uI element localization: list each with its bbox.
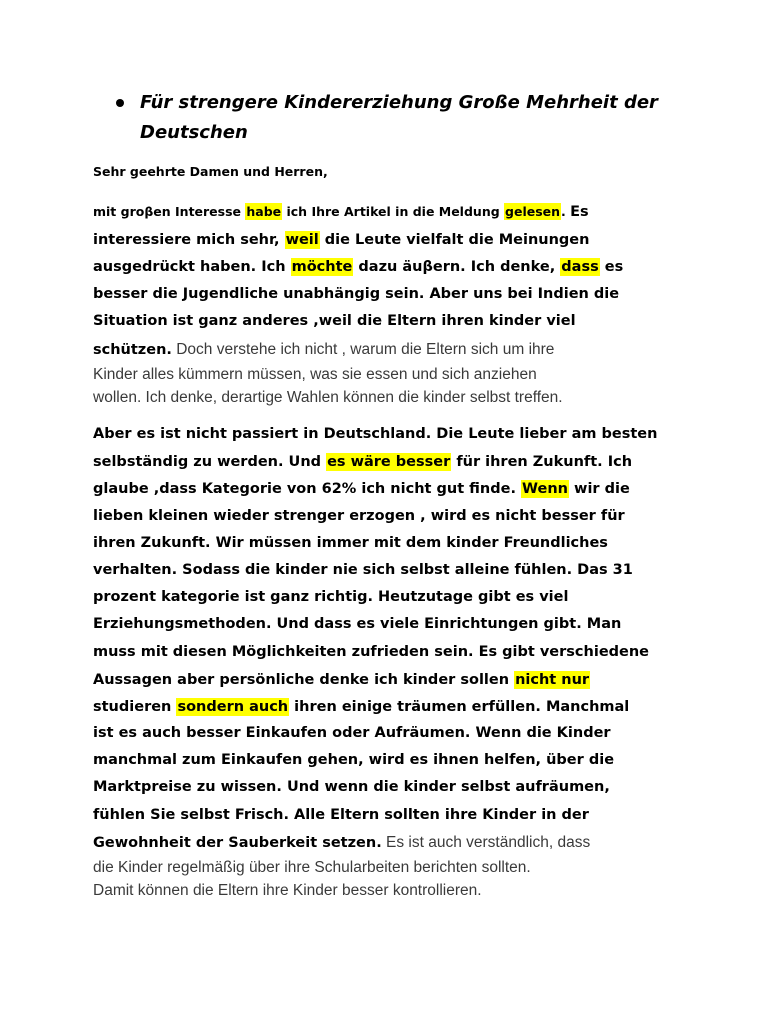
text-run: glaube ,dass Kategorie von 62% ich nicht gut finde. [93,481,522,498]
highlighted-text: weil [285,231,319,248]
text-run: wir die [569,481,630,498]
text-line: Situation ist ganz anderes ,weil die Eltern ihren kinder viel [93,313,576,329]
text-run: ausgedrückt haben. Ich [93,259,291,275]
text-line: fühlen Sie selbst Frisch. Alle Eltern sollten ihre Kinder in der [93,806,589,823]
text-run: ich Ihre Artikel in die Meldung [282,204,505,219]
highlighted-text: es wäre besser [327,454,451,471]
text-run: schützen. [93,341,172,358]
text-line [93,829,693,856]
text-run: dazu äuβern. Ich denke, [353,259,561,275]
text-line: prozent kategorie ist ganz richtig. Heutzutage gibt es viel [93,589,569,606]
highlighted-text: habe [246,204,282,219]
text-run: studieren [93,698,177,715]
text-line: Marktpreise zu wissen. Und wenn die kinder selbst aufräumen, [93,779,610,796]
text-run: Doch verstehe ich nicht , warum die Eltern sich um ihre [171,340,555,358]
text-line: besser die Jugendliche unabhängig sein. Aber uns bei Indien die [93,285,620,302]
text-run: mit groβen Interesse [93,204,246,219]
text-line [93,666,693,693]
text-line [93,253,693,281]
highlighted-text: möchte [291,259,353,275]
highlighted-text: nicht nur [515,671,590,688]
text-line: die Kinder regelmäßig über ihre Schularbeiten berichten sollten. [93,859,531,876]
text-run: interessiere mich sehr, [93,231,285,248]
text-run: ihren einige träumen erfüllen. Manchmal [289,698,630,715]
paragraph-1 [93,198,693,409]
text-run: Es [570,204,589,220]
text-line: manchmal zum Einkaufen gehen, wird es ihnen helfen, über die [93,752,615,769]
text-run: für ihren Zukunft. Ich [451,454,633,471]
text-line: Damit können die Eltern ihre Kinder besser kontrollieren. [93,882,482,899]
text-line [93,226,693,254]
text-run: selbständig zu werden. Und [93,454,327,471]
text-run: die Leute vielfalt die Meinungen [319,231,590,248]
highlighted-text: dass [561,259,599,275]
highlighted-text: Wenn [522,481,568,498]
text-line [93,448,693,475]
heading-line-2: Deutschen [140,122,248,143]
text-line [93,336,693,364]
text-line: lieben kleinen wieder strenger erzogen , wird es nicht besser für [93,507,625,524]
text-line: wollen. Ich denke, derartige Wahlen können die kinder selbst treffen. [93,389,563,406]
text-line: Kinder alles kümmern müssen, was sie essen und sich anziehen [93,366,537,383]
text-run: . [561,204,571,219]
heading-bullet-item [116,88,716,148]
paragraph-2 [93,421,693,902]
text-line: verhalten. Sodass die kinder nie sich selbst alleine fühlen. Das 31 [93,561,633,578]
salutation: Sehr geehrte Damen und Herren, [93,164,328,179]
text-line: ist es auch besser Einkaufen oder Aufräumen. Wenn die Kinder [93,725,611,742]
text-line [93,198,693,226]
text-line: Aber es ist nicht passiert in Deutschland. Die Leute lieber am besten [93,426,658,442]
text-line: ihren Zukunft. Wir müssen immer mit dem kinder Freundliches [93,534,608,551]
text-line [93,693,693,720]
bullet-icon [116,99,124,107]
text-run: Es ist auch verständlich, dass [381,833,591,851]
highlighted-text: gelesen [505,204,561,219]
text-line: Erziehungsmethoden. Und dass es viele Einrichtungen gibt. Man [93,616,622,633]
text-run: Gewohnheit der Sauberkeit setzen. [93,834,382,851]
text-run: Aussagen aber persönliche denke ich kinder sollen [93,671,515,688]
heading-line-1: Für strengere Kindererziehung Große Mehrheit der [140,92,658,113]
highlighted-text: sondern auch [177,698,289,715]
text-line [93,475,693,502]
text-line: muss mit diesen Möglichkeiten zufrieden sein. Es gibt verschiedene [93,643,650,660]
text-run: es [599,259,624,275]
